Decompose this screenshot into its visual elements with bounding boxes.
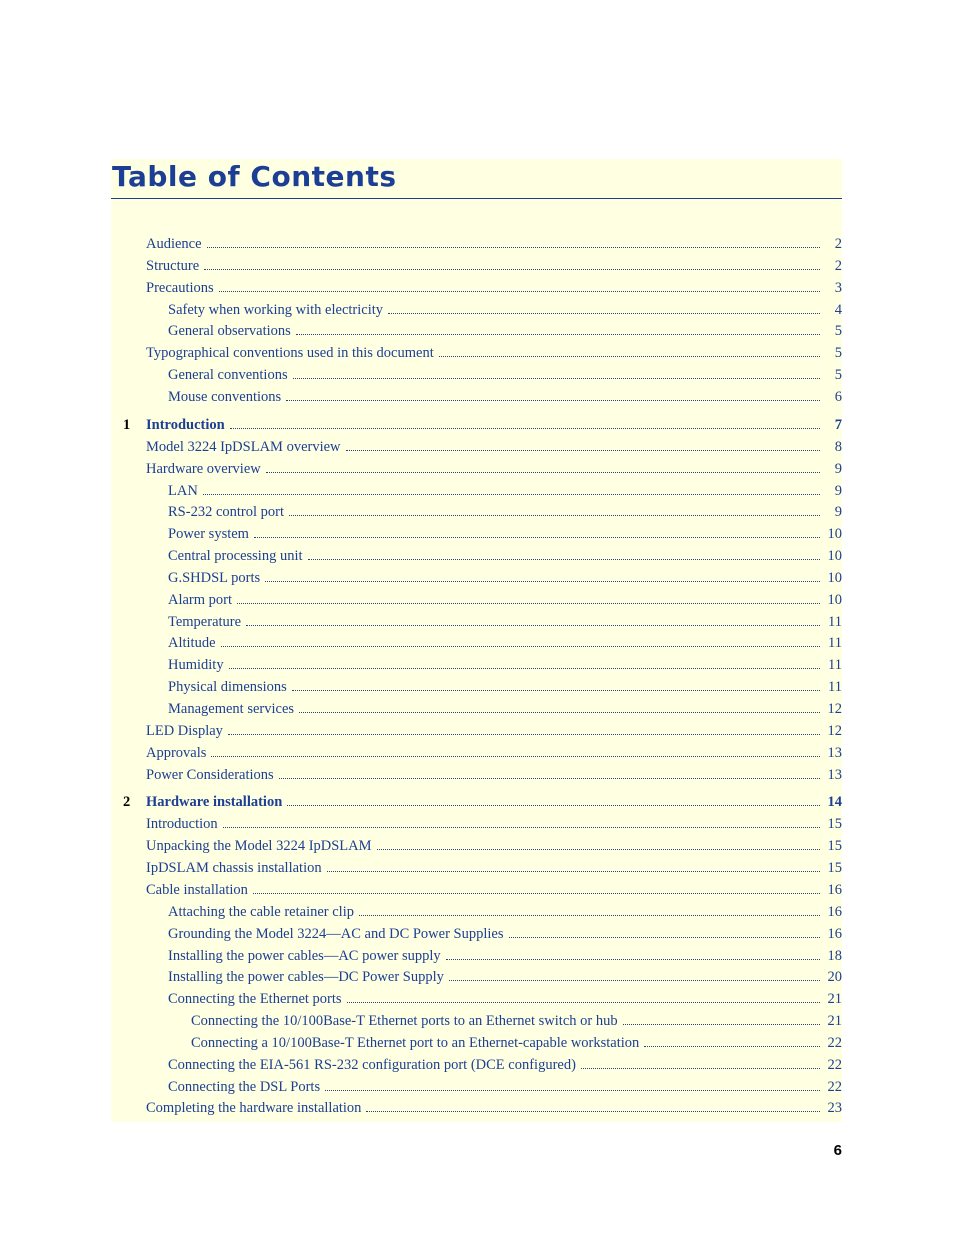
toc-entry[interactable] [111,342,842,364]
toc-entry[interactable] [111,945,842,967]
toc-entry[interactable] [111,611,842,633]
dot-leader [228,734,820,735]
toc-entry-page[interactable]: 9 [834,482,842,499]
toc-entry-page[interactable]: 16 [827,903,842,920]
toc-entry-page[interactable]: 8 [834,438,842,455]
toc-entry[interactable] [111,676,842,698]
toc-entry[interactable] [111,720,842,742]
toc-entry[interactable] [111,857,842,879]
toc-entry-title[interactable]: Precautions [146,277,217,299]
dot-leader [279,778,820,779]
toc-entry-page[interactable]: 15 [827,838,842,855]
toc-entry-page[interactable]: 5 [834,345,842,362]
toc-entry-title[interactable]: LAN [168,480,201,502]
toc-entry-page[interactable]: 14 [827,794,842,811]
toc-entry[interactable] [111,698,842,720]
toc-entry[interactable] [111,654,842,676]
toc-entry-page[interactable]: 10 [827,548,842,565]
dot-leader [286,400,820,401]
toc-entry-title[interactable]: IpDSLAM chassis installation [146,857,325,879]
toc-entry-title[interactable]: Connecting the DSL Ports [168,1076,323,1098]
toc-entry-title[interactable]: Cable installation [146,879,251,901]
toc-entry-title[interactable]: Power system [168,523,252,545]
toc-entry-title[interactable]: Attaching the cable retainer clip [168,901,357,923]
toc-entry[interactable] [111,233,842,255]
toc-entry-page[interactable]: 11 [828,679,842,696]
toc-entry[interactable] [111,764,842,786]
toc-entry-page[interactable]: 13 [827,766,842,783]
toc-entry-title[interactable]: Alarm port [168,589,235,611]
toc-entry[interactable] [111,632,842,654]
toc-entry-page[interactable]: 11 [828,657,842,674]
toc-entry-page[interactable]: 21 [827,991,842,1008]
dot-leader [221,646,820,647]
toc-entry-page[interactable]: 12 [827,722,842,739]
page-number: 6 [833,1142,842,1159]
toc-entry[interactable] [111,458,842,480]
dot-leader [223,827,820,828]
dot-leader [509,937,820,938]
toc-entry[interactable] [111,545,842,567]
toc-entry-title[interactable]: G.SHDSL ports [168,567,263,589]
dot-leader [325,1090,820,1091]
dot-leader [203,494,820,495]
toc-entry-page[interactable]: 18 [827,947,842,964]
dot-leader [246,625,820,626]
toc-entry[interactable] [111,436,842,458]
toc-entry-title[interactable]: Grounding the Model 3224—AC and DC Power Supplies [168,923,507,945]
dot-leader [287,805,820,806]
toc-entry-title[interactable]: Typographical conventions used in this document [146,342,437,364]
dot-leader [446,959,820,960]
toc-entry-title[interactable]: Model 3224 IpDSLAM overview [146,436,344,458]
toc-entry[interactable] [111,1032,842,1054]
toc-entry-page[interactable]: 16 [827,881,842,898]
dot-leader [449,980,820,981]
toc-entry-title[interactable]: Temperature [168,611,244,633]
toc-entry-title[interactable]: Central processing unit [168,545,306,567]
toc-entry-page[interactable]: 10 [827,526,842,543]
dot-leader [327,871,820,872]
dot-leader [581,1068,820,1069]
dot-leader [219,291,820,292]
toc-entry-title[interactable]: Altitude [168,632,219,654]
toc-entry-title[interactable]: Connecting the 10/100Base-T Ethernet ports to an Ethernet switch or hub [191,1010,621,1032]
dot-leader [308,559,820,560]
dot-leader [299,712,820,713]
dot-leader [253,893,820,894]
toc-entry[interactable] [111,1054,842,1076]
toc-entry-page[interactable]: 21 [827,1013,842,1030]
toc-entry-title[interactable]: Connecting the Ethernet ports [168,988,345,1010]
toc-entry-title[interactable]: Introduction [146,414,228,436]
toc-entry-title[interactable]: Hardware installation [146,791,285,813]
toc-entry-title[interactable]: Installing the power cables—DC Power Supply [168,966,447,988]
toc-entry[interactable] [111,1010,842,1032]
toc-entry-title[interactable]: Introduction [146,813,221,835]
toc-entry[interactable] [111,901,842,923]
toc-entry-title[interactable]: Safety when working with electricity [168,299,386,321]
toc-entry[interactable] [111,1097,842,1119]
toc-entry-title[interactable]: Hardware overview [146,458,264,480]
toc-entry-page[interactable]: 23 [827,1100,842,1117]
toc-entry[interactable] [111,988,842,1010]
toc-entry-page[interactable]: 9 [834,460,842,477]
toc-entry-page[interactable]: 2 [834,236,842,252]
toc-entry-page[interactable]: 5 [834,367,842,384]
toc-entry-page[interactable]: 22 [827,1078,842,1095]
chapter-number: 2 [123,794,131,811]
toc-entry-page[interactable]: 11 [828,613,842,630]
toc-entry[interactable] [111,742,842,764]
dot-leader [439,356,820,357]
dot-leader [207,247,820,248]
dot-leader [388,313,820,314]
dot-leader [237,603,820,604]
toc-entry-page[interactable]: 4 [834,301,842,318]
toc-entry-title[interactable]: Audience [146,233,205,255]
dot-leader [623,1024,820,1025]
dot-leader [296,334,820,335]
dot-leader [293,378,820,379]
toc-entry[interactable] [111,567,842,589]
toc-entry[interactable] [111,320,842,342]
toc-entry-title[interactable]: Approvals [146,742,209,764]
toc-entry-page[interactable]: 10 [827,569,842,586]
toc-entry-page[interactable]: 22 [827,1056,842,1073]
toc-entry-title[interactable]: Humidity [168,654,227,676]
toc-entry[interactable] [111,386,842,408]
dot-leader [229,668,820,669]
toc-entry-title[interactable]: Management services [168,698,297,720]
dot-leader [359,915,820,916]
dot-leader [377,849,820,850]
toc-entry-title[interactable]: Structure [146,255,202,277]
dot-leader [289,515,820,516]
dot-leader [230,428,820,429]
toc-entry[interactable] [111,299,842,321]
toc-entry[interactable] [111,923,842,945]
toc-entry[interactable] [111,813,842,835]
toc-entry[interactable] [111,501,842,523]
toc-entry-title[interactable]: Installing the power cables—AC power supply [168,945,444,967]
dot-leader [204,269,820,270]
toc-entry[interactable] [111,255,842,277]
title-rule [111,198,842,199]
toc-entry-page[interactable]: 3 [834,279,842,296]
toc-entry-page[interactable]: 10 [827,591,842,608]
toc-entry[interactable] [111,835,842,857]
toc-entry-title[interactable]: RS-232 control port [168,501,287,523]
dot-leader [292,690,820,691]
toc-entry-title[interactable]: Power Considerations [146,764,277,786]
toc-entry[interactable] [111,364,842,386]
toc-entry-page[interactable]: 22 [827,1034,842,1051]
toc-entry-page[interactable]: 6 [834,388,842,405]
page-title: Table of Contents [112,160,397,193]
toc-entry-page[interactable]: 11 [828,635,842,652]
dot-leader [266,472,820,473]
dot-leader [346,450,820,451]
dot-leader [347,1002,820,1003]
toc-entry[interactable] [111,1076,842,1098]
dot-leader [366,1111,820,1112]
toc-entry-title[interactable]: Connecting the EIA-561 RS-232 configuration port (DCE configured) [168,1054,579,1076]
toc-entry[interactable] [111,277,842,299]
toc-entry-page[interactable]: 13 [827,744,842,761]
toc-entry-page[interactable]: 5 [834,323,842,340]
toc-entry-title[interactable]: Physical dimensions [168,676,290,698]
dot-leader [644,1046,820,1047]
toc-entry-title[interactable]: Completing the hardware installation [146,1097,364,1119]
toc-entry[interactable] [111,480,842,502]
toc-entry-title[interactable]: General conventions [168,364,291,386]
toc-entry-page[interactable]: 15 [827,816,842,833]
chapter-number: 1 [123,416,131,433]
toc-entry-page[interactable]: 2 [834,257,842,274]
toc-entry-title[interactable]: General observations [168,320,294,342]
toc-entry[interactable] [111,879,842,901]
toc-entry[interactable] [111,589,842,611]
toc-entry-page[interactable]: 9 [834,504,842,521]
toc-entry-page[interactable]: 16 [827,925,842,942]
toc-entry-page[interactable]: 20 [827,969,842,986]
toc-chapter-entry[interactable] [111,791,842,813]
toc-entry-title[interactable]: Mouse conventions [168,386,284,408]
dot-leader [265,581,820,582]
toc-entry-title[interactable]: Connecting a 10/100Base-T Ethernet port to an Ethernet-capable workstation [191,1032,642,1054]
toc-entry-page[interactable]: 7 [834,416,842,433]
toc-chapter-entry[interactable] [111,414,842,436]
toc-entry-page[interactable]: 12 [827,701,842,717]
toc-entry-title[interactable]: Unpacking the Model 3224 IpDSLAM [146,835,375,857]
toc-entry-title[interactable]: LED Display [146,720,226,742]
toc-entry-page[interactable]: 15 [827,860,842,877]
dot-leader [211,756,820,757]
toc-entry[interactable] [111,966,842,988]
dot-leader [254,537,820,538]
toc-entry[interactable] [111,523,842,545]
